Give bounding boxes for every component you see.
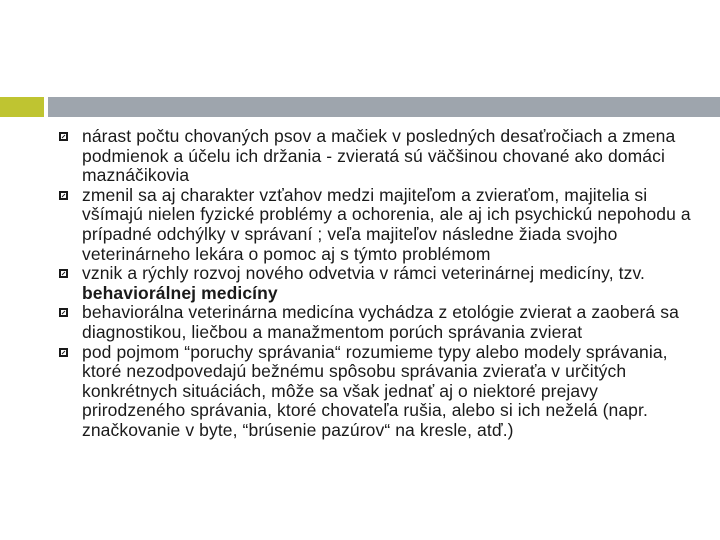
square-bullet-icon — [59, 308, 68, 317]
bullet-item — [56, 186, 696, 264]
square-bullet-icon — [59, 348, 68, 357]
square-bullet-icon — [59, 132, 68, 141]
bullet-bold-term: behaviorálnej medicíny — [82, 282, 278, 303]
bullet-text: behaviorálna veterinárna medicína vychádza z etológie zvierat a zaoberá sa diagnostikou, liečbou a manažmentom porúch správania zvierat — [82, 302, 679, 342]
title-divider-bar — [48, 97, 720, 117]
bullet-item — [56, 343, 696, 441]
accent-block — [0, 97, 44, 117]
bullet-list — [56, 127, 696, 441]
bullet-item — [56, 127, 696, 186]
bullet-item — [56, 264, 696, 303]
bullet-text: pod pojmom “poruchy správania“ rozumieme typy alebo modely správania, ktoré nezodpovedajú bežnému spôsobu správania zvieraťa v určitých konkrétnych situáciách, môže sa však jednať aj o niektoré prejavy prirodzeného správania, ktoré chovateľa rušia, alebo si ich neželá (napr. značkovanie v byte, “brúsenie pazúrov“ na kresle, atď.) — [82, 341, 668, 440]
bullet-text: zmenil sa aj charakter vzťahov medzi majiteľom a zvieraťom, majitelia si všímajú nielen fyzické problémy a ochorenia, ale aj ich psychickú nepohodu a prípadné odchýlky v správaní ; veľa majiteľov následne žiada svojho veterinárneho lekára o pomoc aj s týmto problémom — [82, 184, 691, 264]
bullet-item — [56, 303, 696, 342]
square-bullet-icon — [59, 191, 68, 200]
bullet-text: nárast počtu chovaných psov a mačiek v posledných desaťročiach a zmena podmienok a účelu ich držania - zvieratá sú väčšinou chované ako domáci maznáčikovia — [82, 126, 676, 186]
bullet-text: vznik a rýchly rozvoj nového odvetvia v rámci veterinárnej medicíny, tzv. — [82, 263, 645, 284]
square-bullet-icon — [59, 269, 68, 278]
